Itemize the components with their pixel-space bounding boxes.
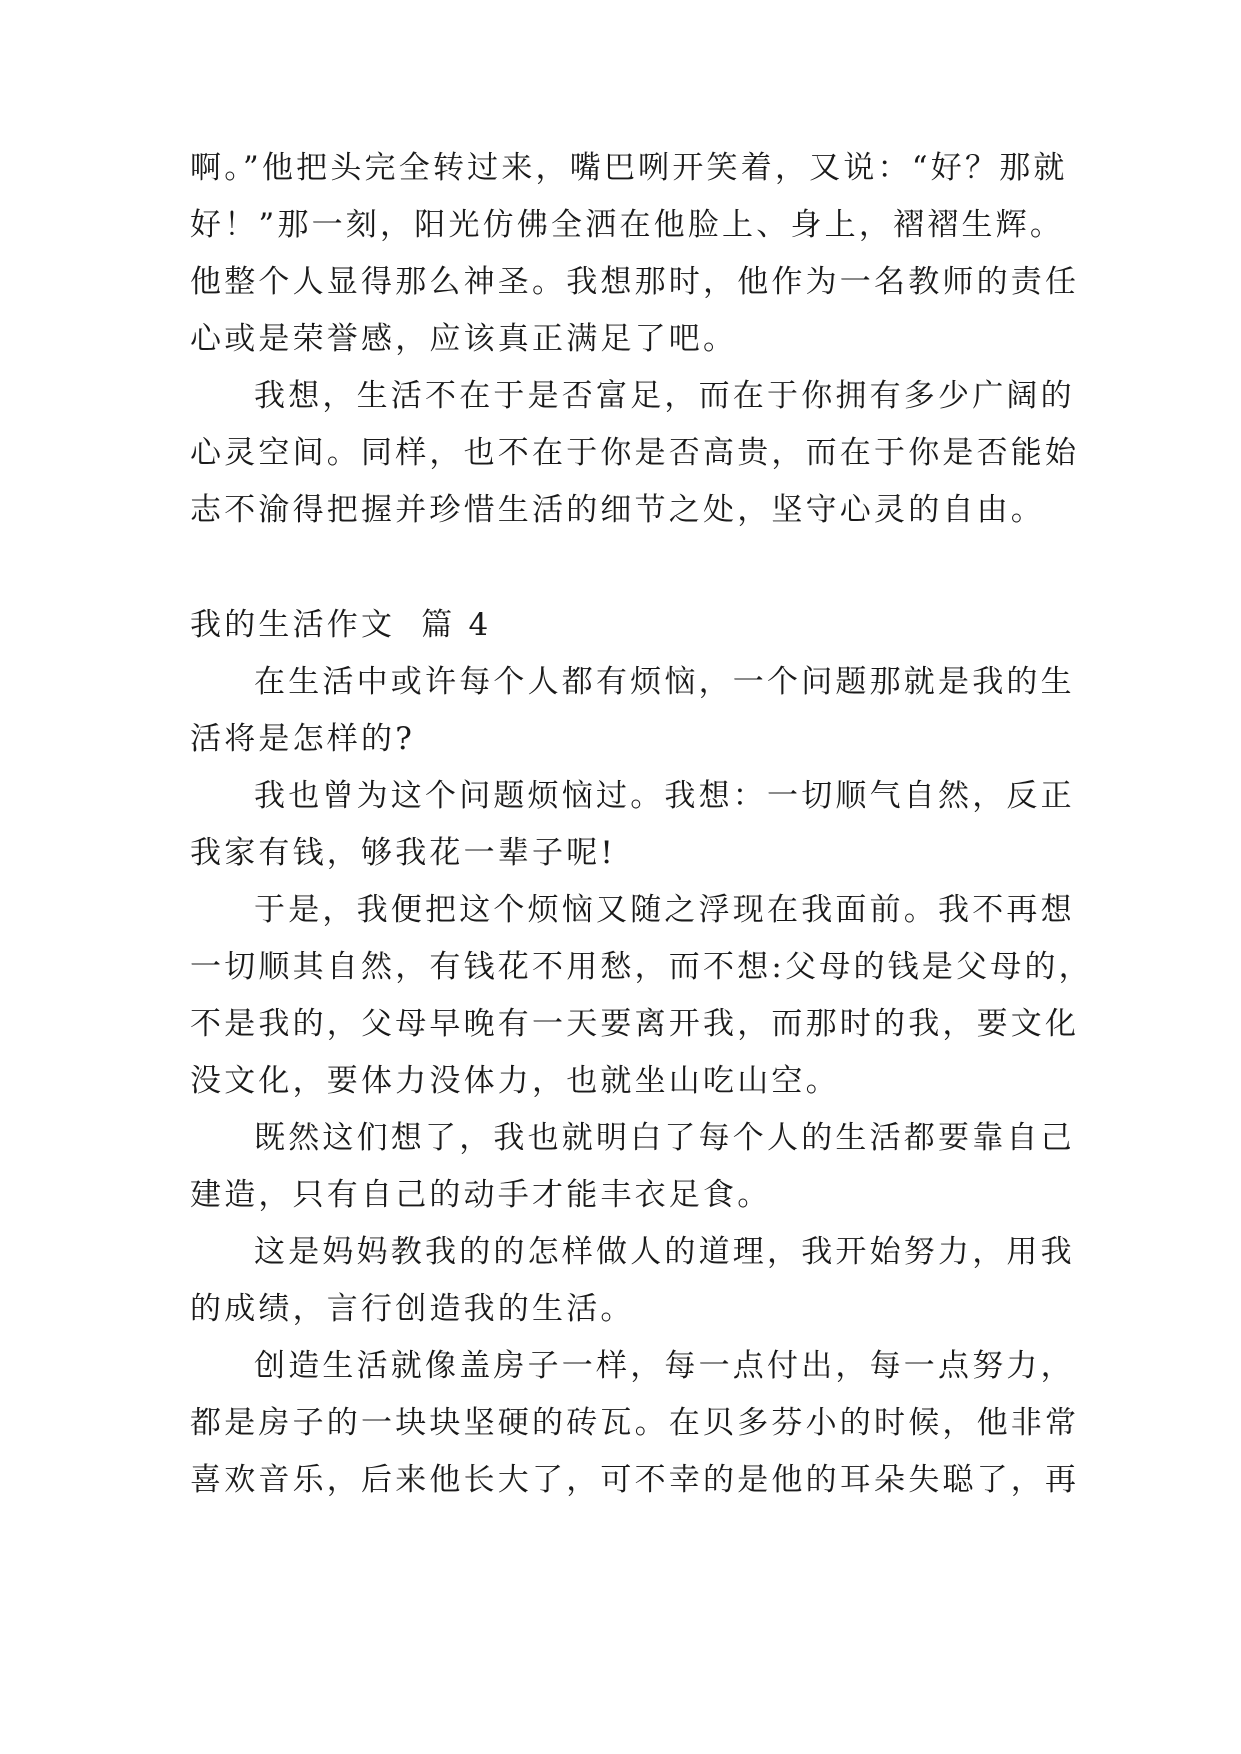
text-line: 志不渝得把握并珍惜生活的细节之处，坚守心灵的自由。 — [190, 492, 1045, 528]
text-line: 不是我的，父母早晚有一天要离开我，而那时的我，要文化 — [190, 1006, 1080, 1042]
text-line: 心或是荣誉感，应该真正满足了吧。 — [190, 321, 738, 357]
text-line: 我也曾为这个问题烦恼过。我想：一切顺气自然，反正 — [254, 778, 1075, 814]
text-line: 于是，我便把这个烦恼又随之浮现在我面前。我不再想 — [254, 892, 1075, 928]
text-line: 他整个人显得那么神圣。我想那时，他作为一名教师的责任 — [190, 264, 1080, 300]
text-line: 啊。”他把头完全转过来，嘴巴咧开笑着，又说：“好？那就 — [190, 150, 1068, 186]
text-line: 的成绩，言行创造我的生活。 — [190, 1291, 635, 1327]
section-heading: 我的生活作文 篇 4 — [190, 607, 492, 643]
text-line: 都是房子的一块块坚硬的砖瓦。在贝多芬小的时候，他非常 — [190, 1405, 1080, 1441]
text-line: 心灵空间。同样，也不在于你是否高贵，而在于你是否能始 — [190, 435, 1080, 471]
text-line: 我家有钱，够我花一辈子呢! — [190, 835, 617, 871]
text-line: 喜欢音乐，后来他长大了，可不幸的是他的耳朵失聪了，再 — [190, 1462, 1080, 1498]
text-line: 好！”那一刻，阳光仿佛全洒在他脸上、身上，褶褶生辉。 — [190, 207, 1065, 243]
text-line: 活将是怎样的? — [190, 721, 416, 757]
text-line: 建造，只有自己的动手才能丰衣足食。 — [190, 1177, 772, 1213]
text-line: 既然这们想了，我也就明白了每个人的生活都要靠自己 — [254, 1120, 1075, 1156]
text-line: 没文化，要体力没体力，也就坐山吃山空。 — [190, 1063, 840, 1099]
text-line: 这是妈妈教我的的怎样做人的道理，我开始努力，用我 — [254, 1234, 1075, 1270]
text-line: 一切顺其自然，有钱花不用愁，而不想:父母的钱是父母的， — [190, 949, 1093, 985]
text-line: 创造生活就像盖房子一样，每一点付出，每一点努力， — [254, 1348, 1075, 1384]
text-line: 在生活中或许每个人都有烦恼，一个问题那就是我的生 — [254, 664, 1075, 700]
text-line: 我想，生活不在于是否富足，而在于你拥有多少广阔的 — [254, 378, 1075, 414]
